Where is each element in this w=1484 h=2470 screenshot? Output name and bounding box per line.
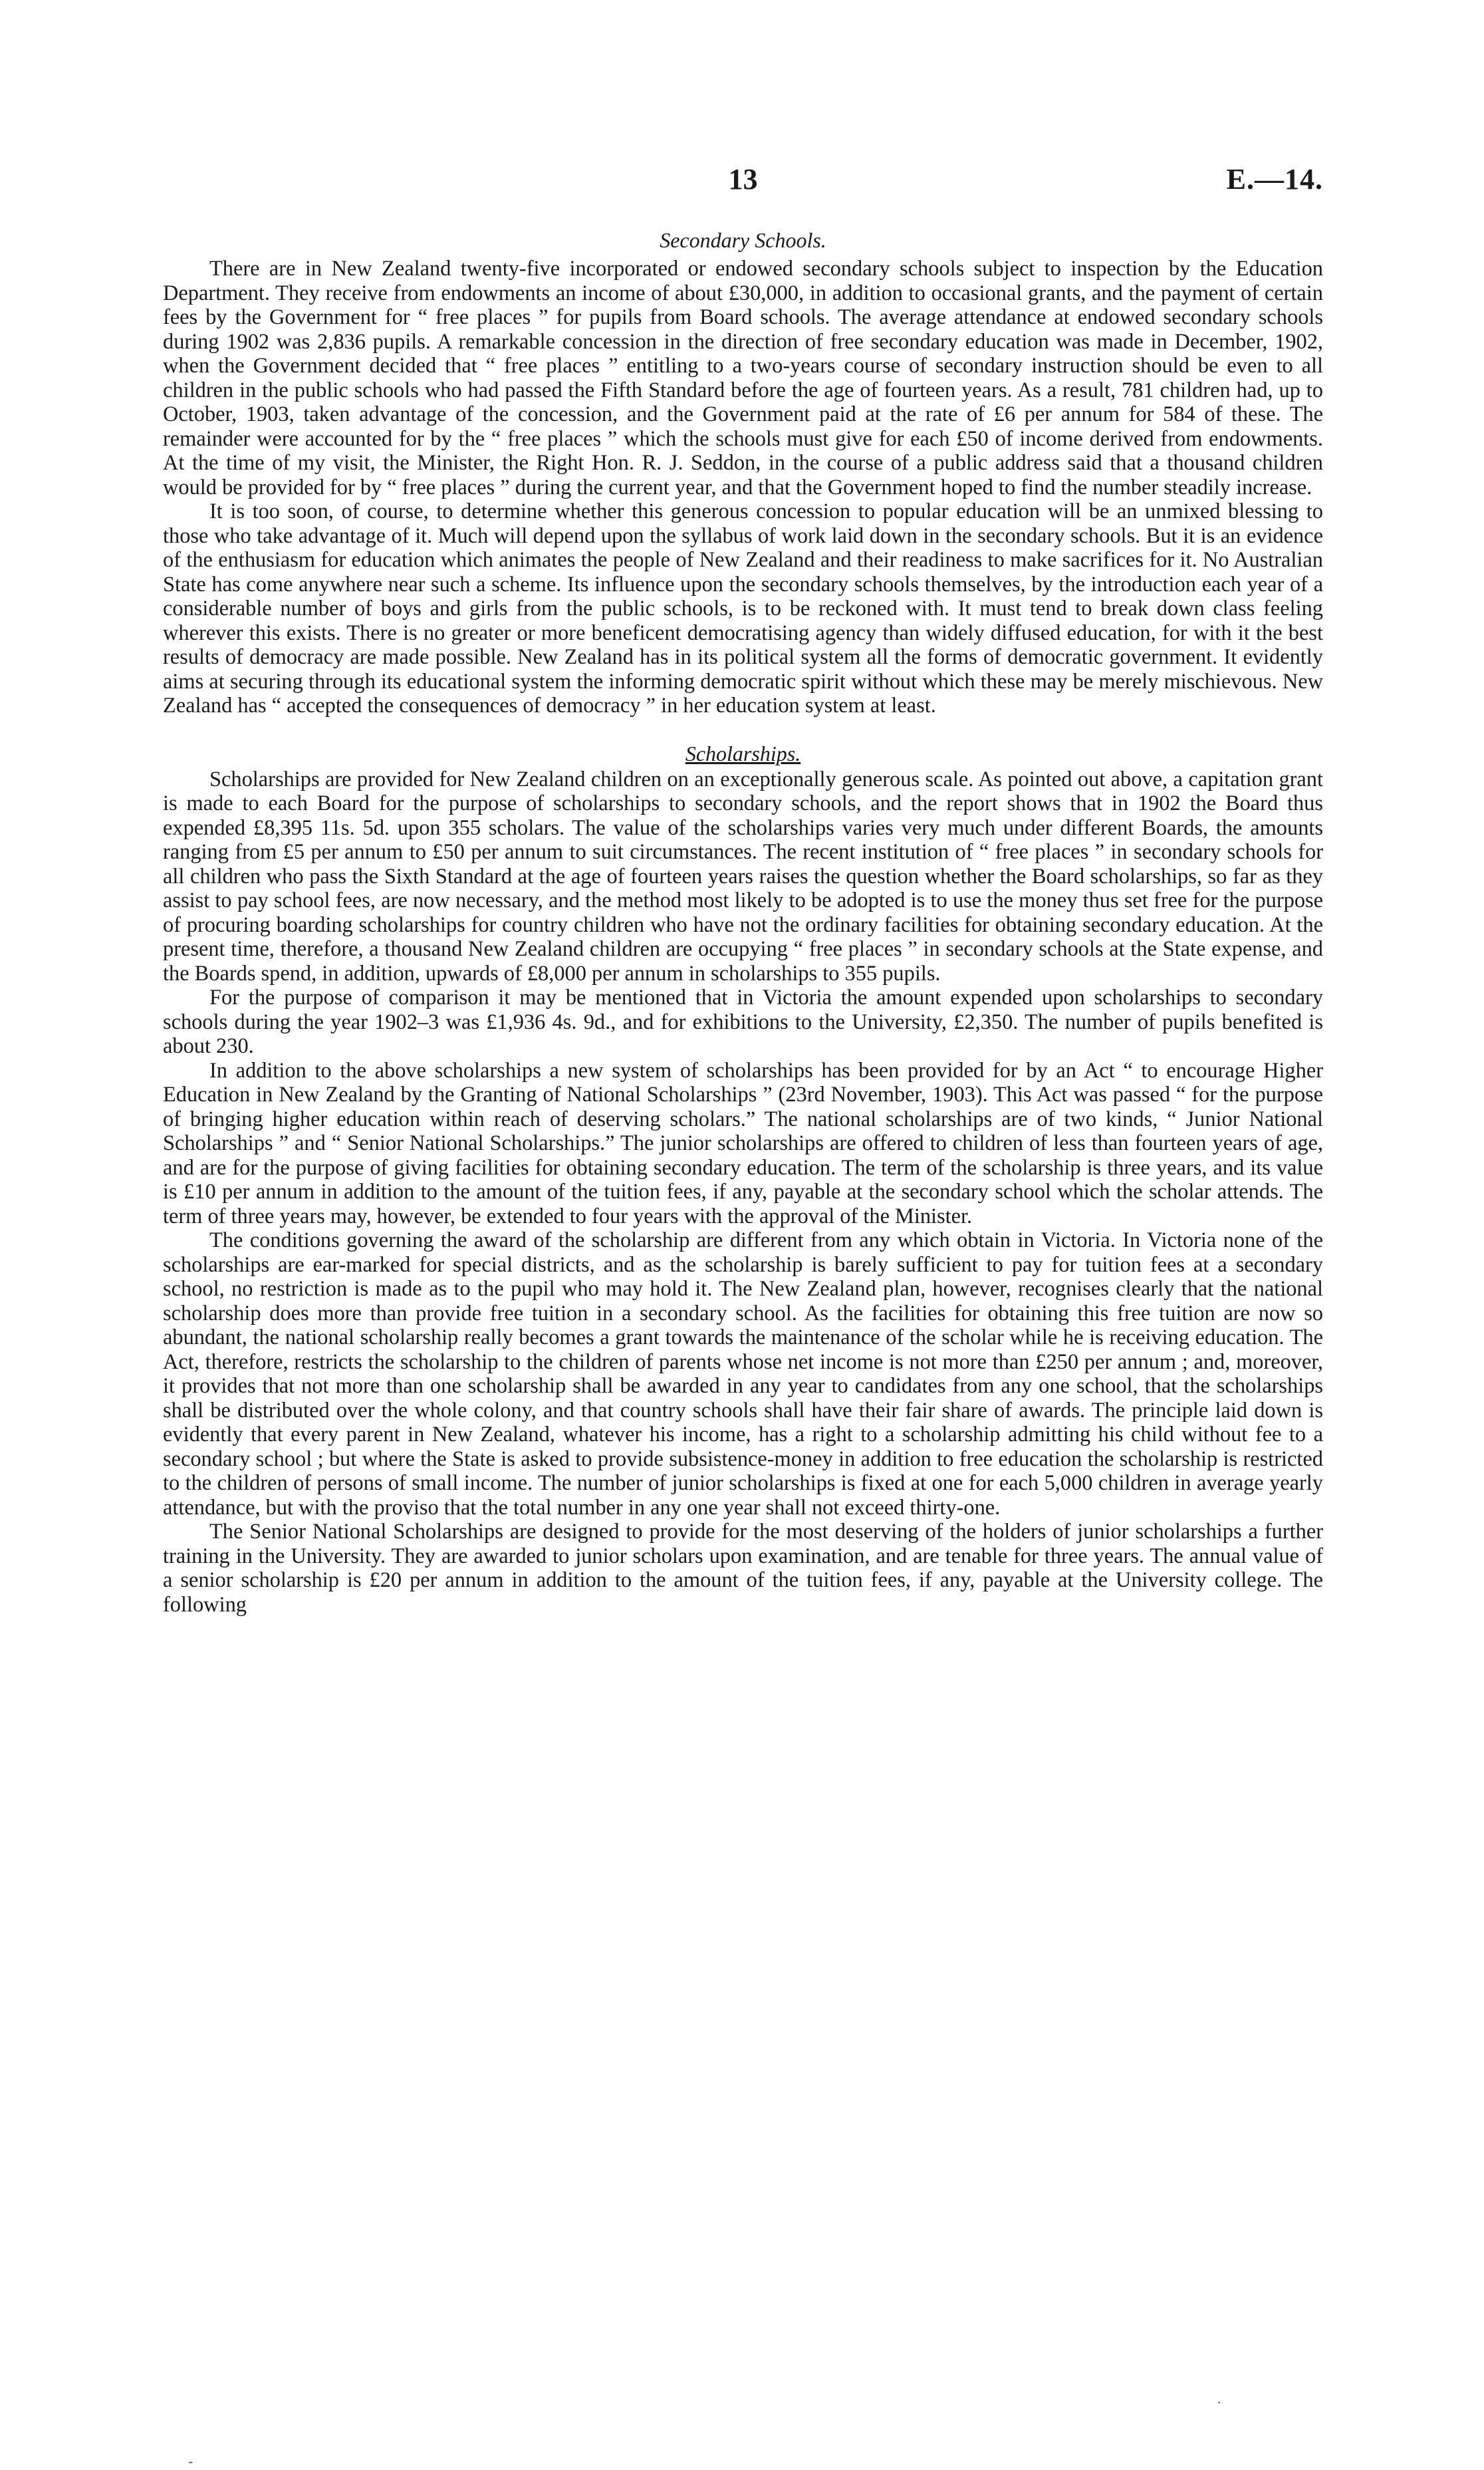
scan-speck: -	[188, 2453, 193, 2469]
page-header	[163, 162, 1323, 202]
paragraph: The conditions governing the award of the scholarship are different from any which obtain in Victoria. In Victoria none of the scholarships are ear-marked for special districts, and as the scholarship is barely sufficient to pay for tuition fees at a secondary school, no restriction is made as to the pupil who may hold it. The New Zealand plan, however, recognises clearly that the national scholarship does more than provide free tuition in a secondary school. As the facilities for obtaining this free tuition are now so abundant, the national scholarship really becomes a grant towards the maintenance of the scholar while he is receiving education. The Act, therefore, restricts the scholarship to the children of parents whose net income is not more than £250 per annum ; and, moreover, it provides that not more than one scholarship shall be awarded in any year to candidates from any one school, that the scholarships shall be distributed over the whole colony, and that country schools shall have their fair share of awards. The principle laid down is evidently that every parent in New Zealand, whatever his income, has a right to a scholarship admitting his child without fee to a secondary school ; but where the State is asked to provide subsistence-money in addition to free education the scholarship is restricted to the children of persons of small income. The number of junior scholarships is fixed at one for each 5,000 children in average yearly attendance, but with the proviso that the total number in any one year shall not exceed thirty-one.	[163, 1228, 1323, 1520]
section-heading-secondary-schools: Secondary Schools.	[660, 228, 826, 252]
body-text	[163, 227, 1323, 1617]
paragraph: In addition to the above scholarships a new system of scholarships has been provided for by an Act “ to encourage Higher Education in New Zealand by the Granting of National Scholarships ” (23rd November, 1903). This Act was passed “ for the purpose of bringing higher education within reach of deserving scholars.” The national scholarships are of two kinds, “ Junior National Scholarships ” and “ Senior National Scholarships.” The junior scholarships are offered to children of less than fourteen years of age, and are for the purpose of giving facilities for obtaining secondary education. The term of the scholarship is three years, and its value is £10 per annum in addition to the amount of the tuition fees, if any, payable at the secondary school which the scholar attends. The term of three years may, however, be extended to four years with the approval of the Minister.	[163, 1058, 1323, 1228]
page-number: 13	[728, 163, 758, 196]
scan-speck: ·	[1217, 2394, 1222, 2411]
paragraph: It is too soon, of course, to determine whether this generous concession to popular education will be an unmixed blessing to those who take advantage of it. Much will depend upon the syllabus of work laid down in the secondary schools. But it is an evidence of the enthusiasm for education which animates the people of New Zealand and their readiness to make sacrifices for it. No Australian State has come anywhere near such a scheme. Its influence upon the secondary schools themselves, by the introduction each year of a considerable number of boys and girls from the public schools, is to be reckoned with. It must tend to break down class feeling wherever this exists. There is no greater or more beneficent democratising agency than widely diffused education, for with it the best results of democracy are made possible. New Zealand has in its political system all the forms of democratic government. It evidently aims at securing through its educational system the informing democratic spirit without which these may be merely mischievous. New Zealand has “ accepted the consequences of democracy ” in her education system at least.	[163, 499, 1323, 718]
paragraph: There are in New Zealand twenty-five incorporated or endowed secondary schools subject to inspection by the Education Department. They receive from endowments an income of about £30,000, in addition to occasional grants, and the payment of certain fees by the Government for “ free places ” for pupils from Board schools. The average attendance at endowed secondary schools during 1902 was 2,836 pupils. A remarkable concession in the direction of free secondary education was made in December, 1902, when the Government decided that “ free places ” entitling to a two-years course of secondary instruction should be even to all children in the public schools who had passed the Fifth Standard before the age of fourteen years. As a result, 781 children had, up to October, 1903, taken advantage of the concession, and the Government paid at the rate of £6 per annum for 584 of these. The remainder were accounted for by the “ free places ” which the schools must give for each £50 of income derived from endowments. At the time of my visit, the Minister, the Right Hon. R. J. Seddon, in the course of a public address said that a thousand children would be provided for by “ free places ” during the current year, and that the Government hoped to find the number steadily increase.	[163, 257, 1323, 499]
paragraph: For the purpose of comparison it may be mentioned that in Victoria the amount expended upon scholarships to secondary schools during the year 1902–3 was £1,936 4s. 9d., and for exhibitions to the University, £2,350. The number of pupils benefited is about 230.	[163, 986, 1323, 1058]
section-heading-scholarships: Scholarships.	[685, 741, 801, 765]
paragraph: Scholarships are provided for New Zealand children on an exceptionally generous scale. As pointed out above, a capitation grant is made to each Board for the purpose of scholarships to secondary schools, and the report shows that in 1902 the Board thus expended £8,395 11s. 5d. upon 355 scholars. The value of the scholarships varies very much under different Boards, the amounts ranging from £5 per annum to £50 per annum to suit circumstances. The recent institution of “ free places ” in secondary schools for all children who pass the Sixth Standard at the age of fourteen years raises the question whether the Board scholarships, so far as they assist to pay school fees, are now necessary, and the method most likely to be adopted is to use the money thus set free for the purpose of procuring boarding scholarships for country children who have not the ordinary facilities for obtaining secondary education. At the present time, therefore, a thousand New Zealand children are occupying “ free places ” in secondary schools at the State expense, and the Boards spend, in addition, upwards of £8,000 per annum in scholarships to 355 pupils.	[163, 767, 1323, 986]
paragraph: The Senior National Scholarships are designed to provide for the most deserving of the holders of junior scholarships a further training in the University. They are awarded to junior scholars upon examination, and are tenable for three years. The annual value of a senior scholarship is £20 per annum in addition to the amount of the tuition fees, if any, payable at the University college. The following	[163, 1520, 1323, 1617]
document-reference: E.—14.	[1226, 163, 1323, 196]
